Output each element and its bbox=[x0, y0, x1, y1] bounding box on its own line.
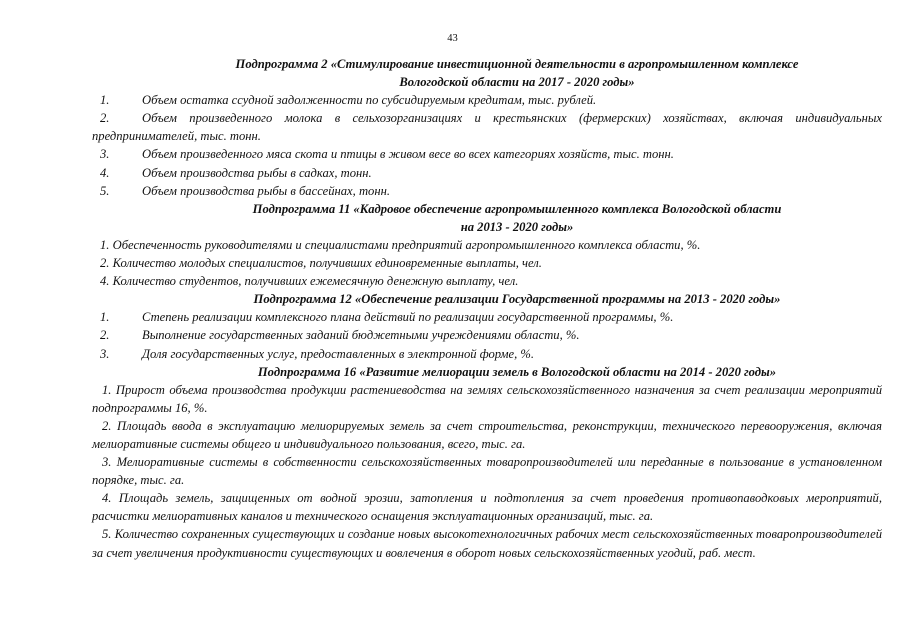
item-text: Выполнение государственных заданий бюджетными учреждениями области, %. bbox=[142, 328, 580, 343]
subprogram-12-heading: Подпрограмма 12 «Обеспечение реализации Государственной программы на 2013 - 2020 годы» bbox=[253, 292, 781, 307]
subprogram-2-heading bbox=[92, 55, 882, 91]
subprogram-11-item-1: 1. Обеспеченность руководителями и специалистами предприятий агропромышленного комплекса области, %. bbox=[100, 237, 701, 252]
subprogram-2-item-4 bbox=[92, 164, 882, 182]
item-text: Объем остатка ссудной задолженности по субсидируемым кредитам, тыс. рублей. bbox=[142, 93, 597, 108]
subprogram-2-item-5 bbox=[92, 182, 882, 200]
item-text: Объем производства рыбы в бассейнах, тонн. bbox=[142, 183, 390, 198]
subprogram-12-item-3 bbox=[92, 345, 882, 363]
document-body bbox=[92, 55, 882, 562]
item-text: Доля государственных услуг, предоставленных в электронной форме, %. bbox=[142, 346, 535, 361]
subprogram-2-heading-line2: Вологодской области на 2017 - 2020 годы» bbox=[399, 75, 635, 90]
subprogram-2-item-1 bbox=[92, 91, 882, 109]
subprogram-2-heading-line1: Подпрограмма 2 «Стимулирование инвестиционной деятельности в агропромышленном комплексе bbox=[235, 57, 799, 71]
item-text: Объем произведенного молока в сельхозорганизациях и крестьянских (фермерских) хозяйствах, включая индивидуальных предпринимателей, тыс. тонн. bbox=[92, 111, 882, 144]
subprogram-11-item-2: 2. Количество молодых специалистов, получивших единовременные выплаты, чел. bbox=[100, 256, 542, 271]
item-text: Объем произведенного мяса скота и птицы в живом весе во всех категориях хозяйств, тыс. тонн. bbox=[142, 147, 674, 162]
subprogram-16-item-4: 4. Площадь земель, защищенных от водной эрозии, затопления и подтопления за счет проведения противопаводковых мероприятий, расчистки мелиоративных каналов и технического оснащения эксплуатационных организаций, тыс. га. bbox=[92, 491, 882, 524]
item-number: 3. bbox=[100, 346, 110, 361]
subprogram-11-heading bbox=[92, 200, 882, 236]
item-number: 4. bbox=[100, 165, 110, 180]
subprogram-16-item-3: 3. Мелиоративные системы в собственности сельскохозяйственных товаропроизводителей или переданные в пользование в установленном порядке, тыс. га. bbox=[92, 455, 882, 488]
page-number: 43 bbox=[447, 33, 458, 44]
subprogram-2-item-2 bbox=[37, 109, 882, 145]
item-text: Степень реализации комплексного плана действий по реализации государственной программы, %. bbox=[142, 310, 674, 325]
subprogram-16-item-2: 2. Площадь ввода в эксплуатацию мелиорируемых земель за счет строительства, реконструкции, технического перевооружения, включая мелиоративные системы общего и индивидуального пользования, всего, тыс. га. bbox=[92, 418, 882, 451]
subprogram-11-item-4: 4. Количество студентов, получивших ежемесячную денежную выплату, чел. bbox=[100, 274, 519, 289]
subprogram-16-item-5: 5. Количество сохраненных существующих и создание новых высокотехнологичных рабочих мест сельскохозяйственных товаропроизводителей за счет увеличения продуктивности существующих и вовлечения в оборот новых сельскохозяйственных угодий, раб. мест. bbox=[92, 527, 882, 560]
item-number: 2. bbox=[100, 111, 110, 126]
subprogram-12-item-1 bbox=[92, 308, 882, 326]
subprogram-12-item-2 bbox=[92, 326, 882, 344]
item-number: 1. bbox=[100, 310, 110, 325]
subprogram-11-heading-line1: Подпрограмма 11 «Кадровое обеспечение агропромышленного комплекса Вологодской области bbox=[252, 201, 782, 216]
subprogram-16-item-1: 1. Прирост объема производства продукции растениеводства на землях сельскохозяйственного назначения за счет реализации мероприятий подпрограммы 16, %. bbox=[92, 382, 882, 415]
subprogram-2-item-3 bbox=[92, 145, 882, 163]
item-number: 3. bbox=[100, 147, 110, 162]
subprogram-16-heading: Подпрограмма 16 «Развитие мелиорации земель в Вологодской области на 2014 - 2020 годы» bbox=[257, 364, 777, 379]
item-number: 5. bbox=[100, 183, 110, 198]
subprogram-11-heading-line2: на 2013 - 2020 годы» bbox=[460, 219, 574, 234]
item-text: Объем производства рыбы в садках, тонн. bbox=[142, 165, 372, 180]
item-number: 1. bbox=[100, 93, 110, 108]
item-number: 2. bbox=[100, 328, 110, 343]
